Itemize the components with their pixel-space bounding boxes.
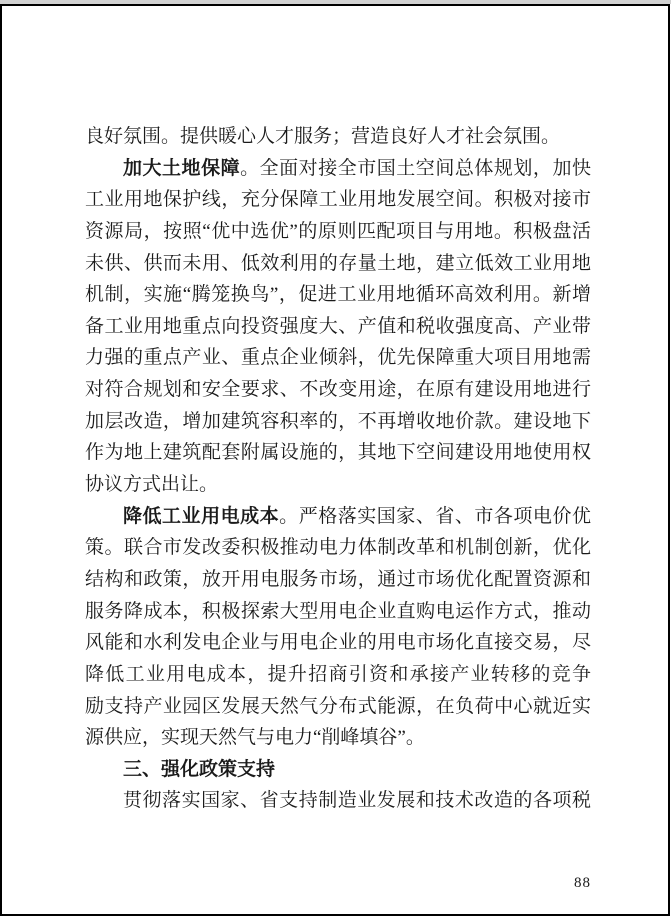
paragraph-lead: 降低工业用电成本 [123,505,280,527]
text-line: 机制，实施“腾笼换鸟”，促进工业用地循环高效利用。新增 [85,284,591,306]
text-line: 工业用地保护线，充分保障工业用地发展空间。积极对接市 [85,189,591,211]
text-line: 风能和水利发电企业与用电企业的用电市场化直接交易，尽 [85,632,591,654]
text-line: 备工业用地重点向投资强度大、产值和税收强度高、产业带 [85,315,591,337]
text-line: 对符合规划和安全要求、不改变用途，在原有建设用地进行 [85,379,591,401]
text-line: 资源局，按照“优中选优”的原则匹配项目与用地。积极盘活 [85,220,591,242]
text-line: 服务降成本，积极探索大型用电企业直购电运作方式，推动 [85,600,591,622]
text-line: 未供、供而未用、低效利用的存量土地，建立低效工业用地 [85,252,591,274]
section-heading: 三、强化政策支持 [123,758,276,780]
text-run: 。全面对接全市国土空间总体规划，加快 [240,157,591,179]
text-line: 励支持产业园区发展天然气分布式能源，在负荷中心就近实 [85,695,591,717]
text-line: 协议方式出让。 [85,474,219,496]
page-number: 88 [574,875,591,891]
text-line [85,153,591,185]
text-line: 作为地上建筑配套附属设施的，其地下空间建设用地使用权 [85,442,591,464]
document-page [0,4,670,916]
text-line: 策。联合市发改委积极推动电力体制改革和机制创新，优化 [85,537,591,559]
paragraph-lead: 加大土地保障 [123,157,241,179]
text-line: 贯彻落实国家、省支持制造业发展和技术改造的各项税 [123,790,591,812]
text-line: 结构和政策，放开用电服务市场，通过市场优化配置资源和 [85,568,591,590]
text-line: 力强的重点产业、重点企业倾斜，优先保障重大项目用地需 [85,347,591,369]
text-block [85,121,591,817]
text-line: 源供应，实现天然气与电力“削峰填谷”。 [85,727,425,749]
text-line: 加层改造，增加建筑容积率的，不再增收地价款。建设地下 [85,410,591,432]
text-run: 。严格落实国家、省、市各项电价优 [279,505,591,527]
text-line: 降低工业用电成本，提升招商引资和承接产业转移的竞争 [85,663,591,685]
text-line: 良好氛围。提供暖心人才服务；营造良好人才社会氛围。 [85,126,561,147]
text-line [85,501,591,533]
